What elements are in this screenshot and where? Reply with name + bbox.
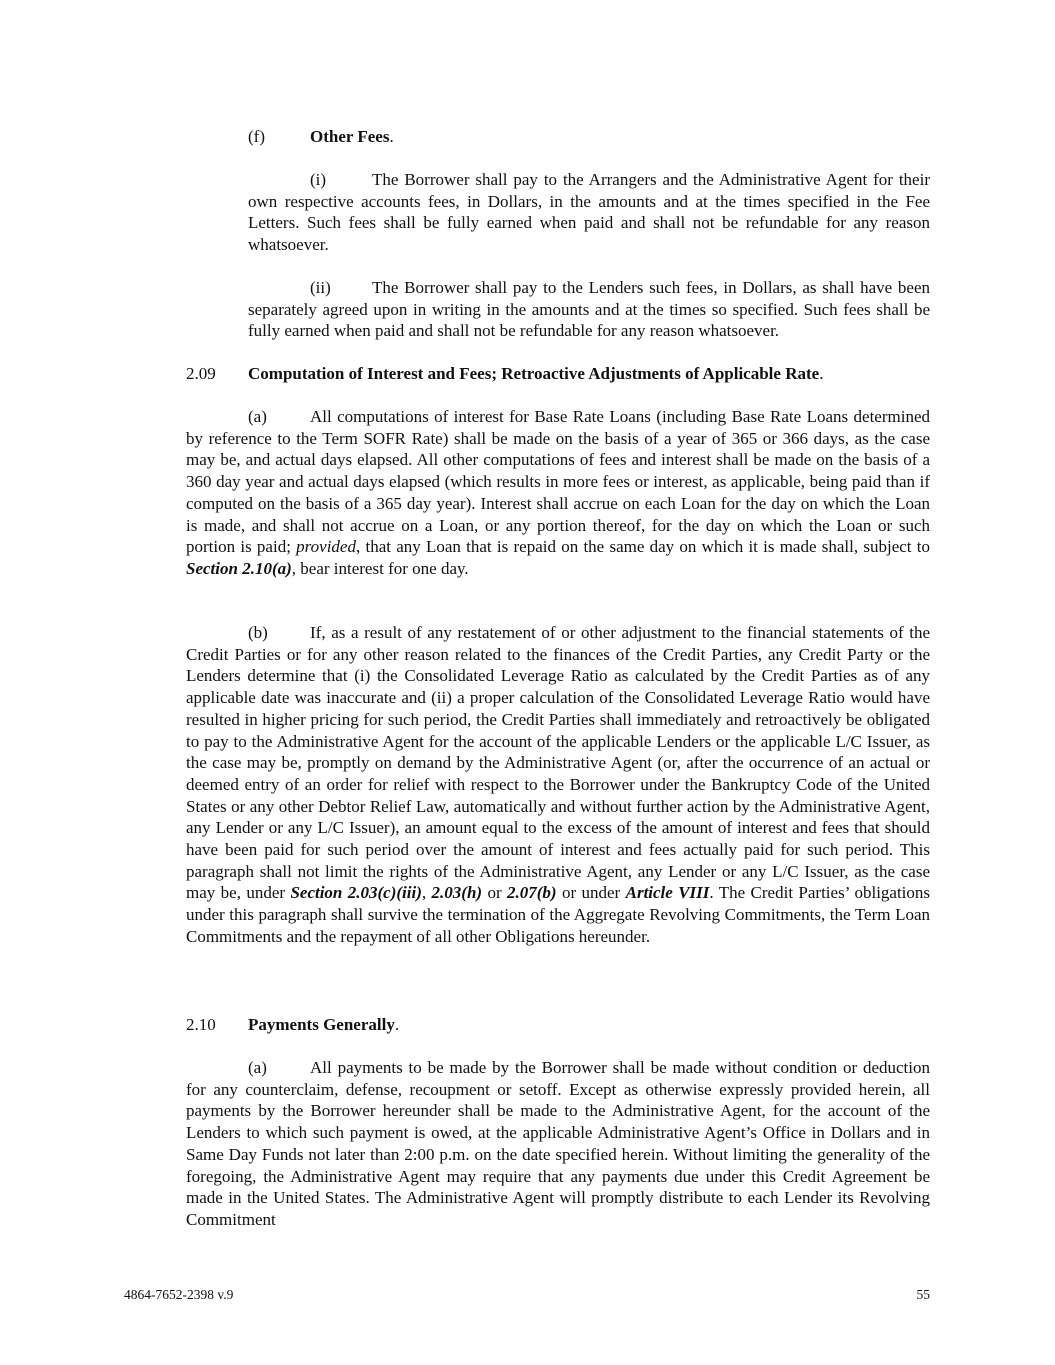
subsection-f-title: Other Fees [310,127,390,146]
paragraph-f-ii-text: The Borrower shall pay to the Lenders such fees, in Dollars, as shall have been separately agreed upon in writing in the amounts and at the times so specified. Such fees shall be fully earned when paid and shall not be refundable for any reason whatsoever. [248,278,930,341]
paragraph-f-ii-label: (ii) [310,278,331,297]
subsection-f-heading [248,126,930,148]
paragraph-2-09-b-label: (b) [248,623,268,642]
section-2-10-heading [186,1014,930,1036]
subsection-f-label: (f) [248,127,265,146]
paragraph-2-09-a [186,406,930,580]
section-2-10-period: . [394,1015,400,1034]
paragraph-f-i [248,169,930,256]
paragraph-2-09-a-text-2: , that any Loan that is repaid on the same day on which it is made shall, subject to [355,537,930,557]
footer-page-number: 55 [916,1287,930,1302]
paragraph-2-09-a-text-1: All computations of interest for Base Rate Loans (including Base Rate Loans determined by reference to the Term SOFR Rate) shall be made on the basis of a year of 365 or 366 days, as the case may be, and actual days elapsed. All other computations of fees and interest shall be made on the basis of a 360 day year and actual days elapsed (which results in more fees or interest, as applicable, being paid than if computed on the basis of a 365 day year). Interest shall accrue on each Loan for the day on which the Loan is made, and shall not accrue on a Loan, or any portion thereof, for the day on which the Loan or such portion is paid; [186,407,930,557]
section-2-09-period: . [819,364,824,383]
section-2-09-title: Computation of Interest and Fees; Retroactive Adjustments of Applicable Rate [248,364,820,383]
paragraph-f-i-text: The Borrower shall pay to the Arrangers and the Administrative Agent for their own respective accounts fees, in Dollars, in the amounts and at the times specified in the Fee Letters. Such fees shall be fully earned when paid and shall not be refundable for any reason whatsoever. [248,170,930,255]
section-2-09-heading [186,363,930,385]
paragraph-2-10-a-label: (a) [248,1058,267,1077]
ref-separator-2: or [482,883,507,903]
section-ref-2-10-a: Section 2.10(a) [186,558,292,578]
paragraph-2-09-a-label: (a) [248,407,267,426]
section-2-09-number: 2.09 [186,364,216,383]
paragraph-2-09-b-text-1: If, as a result of any restatement of or other adjustment to the financial statements of the Credit Parties or for any other reason related to the finances of the Credit Parties, any Credit Party or the Lenders determine that (i) the Consolidated Leverage Ratio as calculated by the Credit Parties as of any applicable date was inaccurate and (ii) a proper calculation of the Consolidated Leverage Ratio would have resulted in higher pricing for such period, the Credit Parties shall immediately and retroactively be obligated to pay to the Administrative Agent for the account of the applicable Lenders or the applicable L/C Issuer, as the case may be, promptly on demand by the Administrative Agent (or, after the occurrence of an actual or deemed entry of an order for relief with respect to the Borrower under the Bankruptcy Code of the United States or any other Debtor Relief Law, automatically and without further action by the Administrative Agent, any Lender or any L/C Issuer), an amount equal to the excess of the amount of interest and fees that should have been paid for such period over the amount of interest and fees actually paid for such period. This paragraph shall not limit the rights of the Administrative Agent, any Lender or any L/C Issuer, as the case may be, under [186,623,930,903]
ref-separator-3: or under [556,883,626,903]
paragraph-2-09-b [186,622,930,948]
paragraph-2-10-a-text: All payments to be made by the Borrower shall be made without condition or deduction for any counterclaim, defense, recoupment or setoff. Except as otherwise expressly provided herein, all payments by the Borrower hereunder shall be made to the Administrative Agent, for the account of the Lenders to which such payment is owed, at the applicable Administrative Agent’s Office in Dollars and in Same Day Funds not later than 2:00 p.m. on the date specified herein. Without limiting the generality of the foregoing, the Administrative Agent may require that any payments due under this Credit Agreement be made in the United States. The Administrative Agent will promptly distribute to each Lender its Revolving Commitment [186,1058,930,1229]
article-ref-viii: Article VIII [625,883,710,903]
paragraph-f-i-label: (i) [310,170,327,189]
footer-document-id: 4864-7652-2398 v.9 [124,1287,234,1302]
section-ref-2-03-h: 2.03(h) [431,883,483,903]
provided-term: provided [296,537,356,557]
ref-separator-1: , [421,883,432,903]
paragraph-2-10-a [186,1057,930,1231]
section-2-10-title: Payments Generally [248,1015,395,1034]
section-2-10-number: 2.10 [186,1015,216,1034]
section-ref-2-03-c-iii: Section 2.03(c)(iii) [290,883,422,903]
paragraph-2-09-b-text-2: . The Credit Parties’ obligations under this paragraph shall survive the termination of the Aggregate Revolving Commitments, the Term Loan Commitments and the repayment of all other Obligations hereunder. [186,883,931,946]
section-ref-2-07-b: 2.07(b) [507,883,557,903]
subsection-f-period: . [389,127,394,146]
paragraph-2-09-a-text-3: , bear interest for one day. [291,558,469,578]
paragraph-f-ii [248,277,930,342]
